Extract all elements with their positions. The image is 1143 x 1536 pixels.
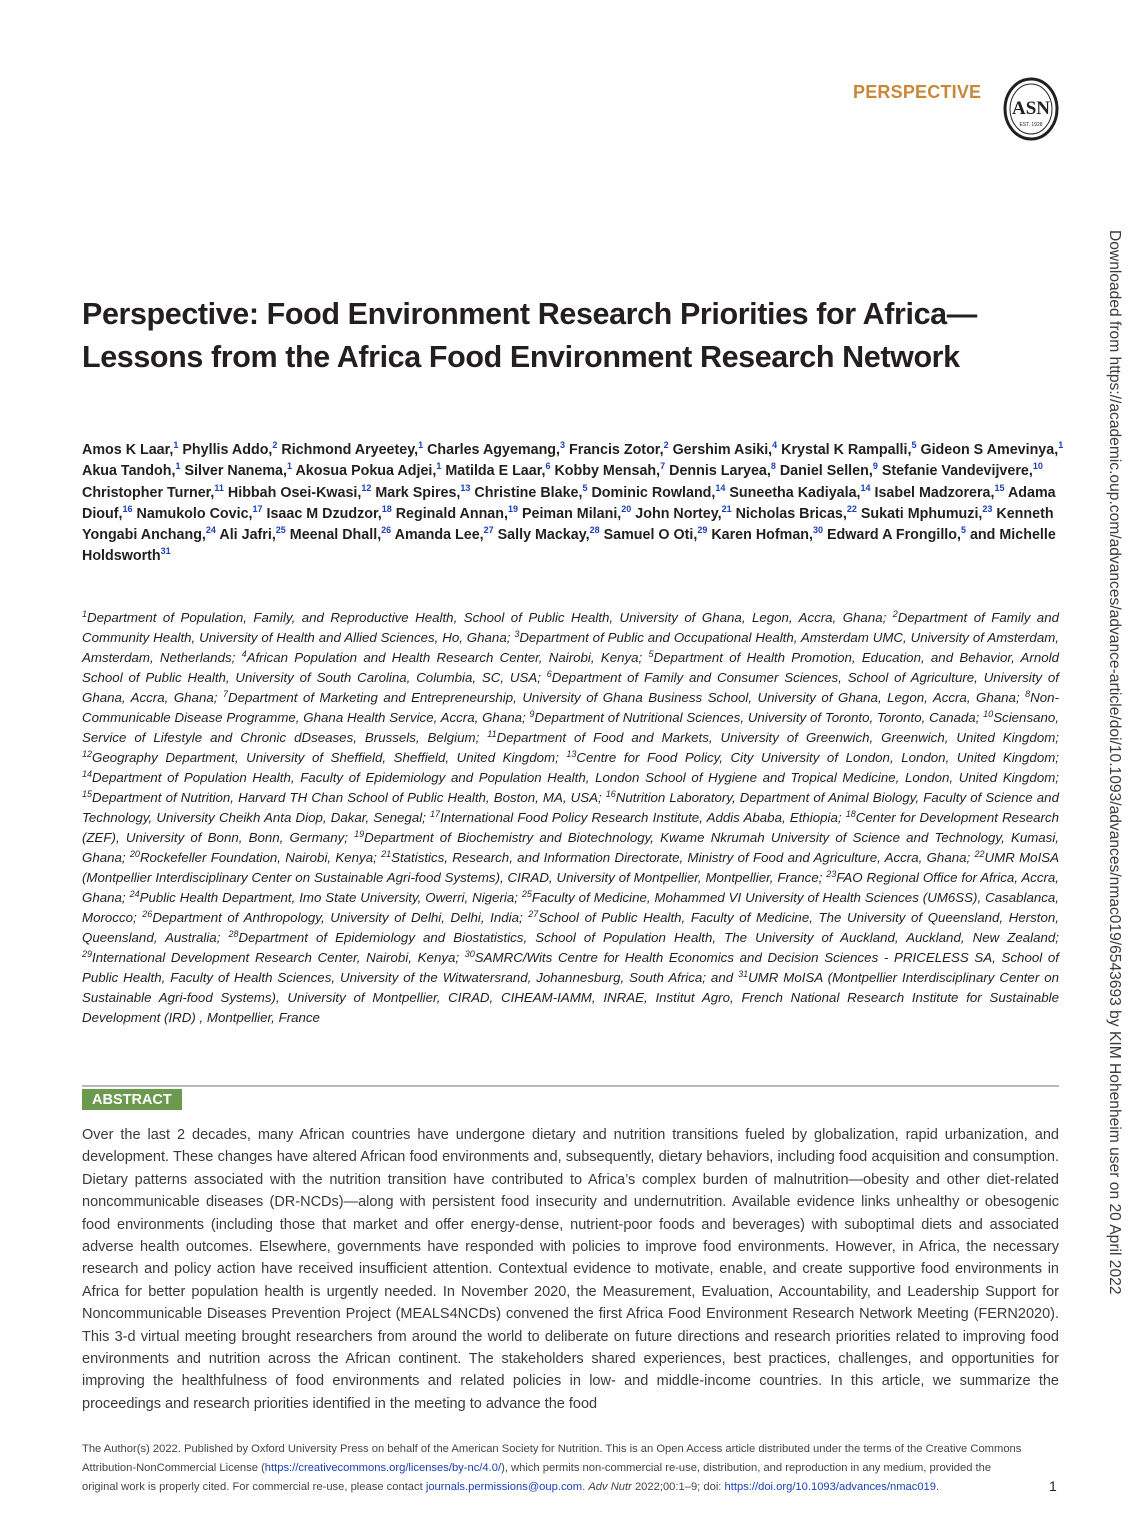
- author-name: Phyllis Addo,: [182, 442, 273, 458]
- author-name: John Nortey,: [635, 505, 722, 522]
- affiliation-number: 22: [974, 849, 985, 859]
- affiliation-ref[interactable]: 21: [721, 503, 732, 514]
- download-note: [1103, 230, 1123, 1330]
- article-title: Perspective: Food Environment Research Priorities for Africa—Lessons from the Africa Food Environment Research Network: [82, 297, 977, 374]
- affiliation-ref[interactable]: 1: [436, 461, 442, 472]
- affiliation-ref[interactable]: 19: [507, 503, 518, 514]
- author-name: Silver Nanema,: [184, 463, 287, 480]
- affiliation-ref[interactable]: 9: [872, 461, 878, 472]
- author-name: Samuel O Oti,: [603, 527, 698, 544]
- affiliation-text: Department of Biochemistry and Biotechnology, Kwame Nkrumah University of Science and Technology, Kumasi, Ghana;: [82, 830, 1059, 865]
- author-name: Amos K Laar,: [82, 442, 174, 458]
- affiliation-number: 8: [1025, 689, 1031, 699]
- affiliation-ref[interactable]: 5: [582, 482, 588, 493]
- affiliations: [82, 608, 1059, 1028]
- affiliation-number: 9: [529, 709, 535, 719]
- author-name: Edward A Frongillo,: [827, 527, 961, 544]
- author-name: Ali Jafri,: [219, 527, 276, 544]
- affiliation-ref[interactable]: 23: [982, 503, 993, 514]
- footer-line-3: [82, 1478, 1042, 1497]
- affiliation-number: 4: [241, 649, 247, 659]
- affiliation-number: 7: [222, 689, 228, 699]
- abstract-label: ABSTRACT: [82, 1089, 182, 1110]
- affiliation-text: Geography Department, University of Sheffield, Sheffield, United Kingdom;: [92, 750, 567, 765]
- affiliation-ref[interactable]: 15: [994, 482, 1005, 493]
- author-name: Richmond Aryeetey,: [281, 442, 419, 458]
- affiliation-number: 15: [82, 789, 93, 799]
- author-name: Christine Blake,: [474, 484, 583, 501]
- affiliation-number: 24: [129, 889, 140, 899]
- affiliation-text: Department of Marketing and Entrepreneurship, University of Ghana Business School, University of Ghana, Legon, Accra, Ghana;: [227, 690, 1026, 705]
- logo-text: ASN: [1011, 98, 1051, 119]
- footer-text: original work is properly cited. For commercial re-use, please contact: [82, 1481, 426, 1493]
- affiliation-text: Department of Population, Family, and Reproductive Health, School of Public Health, University of Ghana, Legon, Accra, Ghana;: [87, 610, 893, 625]
- author-name: Gideon S Amevinya,: [920, 442, 1059, 458]
- affiliation-ref[interactable]: 25: [275, 525, 286, 536]
- affiliation-ref[interactable]: 17: [252, 503, 263, 514]
- author-name: Kobby Mensah,: [554, 463, 661, 480]
- affiliation-ref[interactable]: 4: [772, 440, 778, 450]
- author-name: Meenal Dhall,: [289, 527, 382, 544]
- affiliation-text: Public Health Department, Imo State University, Owerri, Nigeria;: [139, 890, 522, 905]
- affiliation-text: Department of Anthropology, University of Delhi, Delhi, India;: [152, 910, 529, 925]
- affiliation-number: 14: [82, 769, 93, 779]
- doi-link[interactable]: https://doi.org/10.1093/advances/nmac019: [724, 1481, 936, 1493]
- affiliation-ref[interactable]: 18: [381, 503, 392, 514]
- author-name: Sally Mackay,: [497, 527, 590, 544]
- author-name: Isabel Madzorera,: [874, 484, 995, 501]
- affiliation-number: 1: [82, 609, 88, 619]
- affiliation-ref[interactable]: 10: [1032, 461, 1043, 472]
- affiliation-ref[interactable]: 1: [175, 461, 181, 472]
- author-name: and Michelle Holdsworth: [82, 527, 1056, 565]
- affiliation-text: Faculty of Medicine, Mohammed VI University of Health Sciences (UM6SS), Casablanca, Morocco;: [82, 890, 1060, 925]
- affiliation-ref[interactable]: 6: [545, 461, 551, 472]
- affiliation-text: Department of Family and Community Health, University of Health and Allied Sciences, Ho, Ghana;: [82, 610, 1059, 645]
- affiliation-text: FAO Regional Office for Africa, Accra, Ghana;: [82, 870, 1059, 905]
- author-name: Mark Spires,: [375, 484, 461, 501]
- author-name: Amanda Lee,: [394, 527, 484, 544]
- affiliation-ref[interactable]: 26: [381, 525, 392, 536]
- author-name: Matilda E Laar,: [445, 463, 546, 480]
- journal-name: Adv Nutr: [588, 1481, 632, 1493]
- author-name: Peiman Milani,: [521, 505, 622, 522]
- affiliation-text: Department of Population Health, Faculty of Epidemiology and Population Health, London School of Hygiene and Tropical Medicine, London, United Kingdom;: [92, 770, 1059, 785]
- author-name: Hibbah Osei-Kwasi,: [227, 484, 362, 501]
- affiliation-text: Department of Health Promotion, Education, and Behavior, Arnold School of Public Health, University of South Carolina, Columbia, SC, USA;: [82, 650, 1059, 685]
- affiliation-number: 23: [826, 869, 837, 879]
- author-name: Adama Diouf,: [82, 484, 1056, 522]
- affiliation-ref[interactable]: 5: [960, 525, 966, 536]
- affiliation-number: 30: [464, 949, 475, 959]
- email-link[interactable]: journals.permissions@oup.com: [425, 1481, 583, 1493]
- footer-line-1: The Author(s) 2022. Published by Oxford University Press on behalf of the American Society for Nutrition. This is an Open Access article distributed under the terms of the Creative Commons: [82, 1443, 1022, 1455]
- author-name: Gershim Asiki,: [672, 442, 773, 458]
- affiliation-ref[interactable]: 14: [860, 482, 871, 493]
- affiliation-number: 13: [566, 749, 577, 759]
- affiliation-ref[interactable]: 12: [361, 482, 372, 493]
- affiliation-text: Non-Communicable Disease Programme, Ghana Health Service, Accra, Ghana;: [82, 690, 1059, 725]
- author-name: Suneetha Kadiyala,: [729, 484, 861, 501]
- affiliation-ref[interactable]: 13: [460, 482, 471, 493]
- author-name: Reginald Annan,: [395, 505, 508, 522]
- affiliation-number: 20: [129, 849, 140, 859]
- affiliation-ref[interactable]: 1: [1058, 440, 1064, 450]
- logo-est: EST. 1928: [1019, 122, 1043, 128]
- affiliation-ref[interactable]: 20: [621, 503, 632, 514]
- affiliation-number: 18: [845, 809, 856, 819]
- affiliation-ref[interactable]: 31: [160, 546, 171, 557]
- author-name: Namukolo Covic,: [136, 505, 253, 522]
- citation-text: 2022;00:1–9; doi:: [631, 1481, 725, 1493]
- author-list: [82, 440, 1067, 568]
- affiliation-text: International Development Research Center, Nairobi, Kenya;: [92, 950, 465, 965]
- footer-text: Attribution-NonCommercial License (: [82, 1462, 265, 1474]
- affiliation-ref[interactable]: 28: [589, 525, 600, 536]
- abstract-divider: [82, 1085, 1059, 1087]
- affiliation-ref[interactable]: 24: [205, 525, 216, 536]
- affiliation-number: 26: [142, 909, 153, 919]
- affiliation-ref[interactable]: 22: [846, 503, 857, 514]
- footer-text: .: [582, 1481, 589, 1493]
- author-name: Stefanie Vandevijvere,: [881, 463, 1033, 480]
- author-name: Francis Zotor,: [569, 442, 664, 458]
- affiliation-number: 12: [82, 749, 93, 759]
- affiliation-number: 5: [648, 649, 654, 659]
- author-name: Charles Agyemang,: [427, 442, 561, 458]
- footer-text: .: [936, 1481, 940, 1493]
- affiliation-number: 27: [528, 909, 539, 919]
- affiliation-number: 31: [738, 969, 749, 979]
- author-name: Isaac M Dzudzor,: [266, 505, 382, 522]
- affiliation-number: 2: [892, 609, 898, 619]
- footer-line-2: [82, 1459, 1042, 1478]
- affiliation-text: African Population and Health Research Center, Nairobi, Kenya;: [246, 650, 649, 665]
- affiliation-text: Center for Development Research (ZEF), University of Bonn, Bonn, Germany;: [82, 810, 1059, 845]
- affiliation-number: 25: [521, 889, 532, 899]
- affiliation-text: Department of Nutritional Sciences, University of Toronto, Toronto, Canada;: [534, 710, 984, 725]
- affiliation-ref[interactable]: 2: [272, 440, 278, 450]
- author-name: Karen Hofman,: [711, 527, 814, 544]
- affiliation-text: Department of Family and Consumer Sciences, School of Agriculture, University of Ghana, Accra, Ghana;: [82, 670, 1059, 705]
- affiliation-ref[interactable]: 7: [660, 461, 666, 472]
- affiliation-text: School of Public Health, Faculty of Medicine, The University of Queensland, Herston, Queensland, Australia;: [82, 910, 1059, 945]
- author-name: Krystal K Rampalli,: [781, 442, 912, 458]
- affiliation-ref[interactable]: 27: [483, 525, 494, 536]
- affiliation-number: 21: [381, 849, 392, 859]
- affiliation-ref[interactable]: 2: [663, 440, 669, 450]
- affiliation-text: Department of Public and Occupational Health, Amsterdam UMC, University of Amsterdam, Amsterdam, Netherlands;: [82, 630, 1059, 665]
- affiliation-ref[interactable]: 16: [122, 503, 133, 514]
- affiliation-ref[interactable]: 30: [813, 525, 824, 536]
- author-name: Christopher Turner,: [82, 484, 215, 501]
- affiliation-ref[interactable]: 29: [697, 525, 708, 536]
- affiliation-text: International Food Policy Research Institute, Addis Ababa, Ethiopia;: [440, 810, 846, 825]
- affiliation-number: 28: [228, 929, 239, 939]
- affiliation-text: UMR MoISA (Montpellier Interdisciplinary Center on Sustainable Agri-food Systems), University of Montpellier, CIRAD, CIHEAM-IAMM, INRAE, Institut Agro, French National Research Institute for Sustainable Development (IRD) , Montpellier, France: [82, 970, 1059, 1025]
- section-tag: PERSPECTIVE: [853, 82, 982, 102]
- affiliation-number: 19: [354, 829, 365, 839]
- author-name: Dennis Laryea,: [669, 463, 771, 480]
- affiliation-text: Centre for Food Policy, City University of London, London, United Kingdom;: [576, 750, 1059, 765]
- affiliation-text: Department of Food and Markets, University of Greenwich, Greenwich, United Kingdom;: [496, 730, 1059, 745]
- affiliation-text: Nutrition Laboratory, Department of Animal Biology, Faculty of Science and Technology, University Cheikh Anta Diop, Dakar, Senegal;: [82, 790, 1059, 825]
- footer-license: [82, 1440, 1042, 1497]
- affiliation-ref[interactable]: 8: [770, 461, 776, 472]
- author-name: Akua Tandoh,: [82, 463, 176, 480]
- author-name: Dominic Rowland,: [591, 484, 716, 501]
- affiliation-ref[interactable]: 1: [173, 440, 179, 450]
- affiliation-number: 3: [514, 629, 520, 639]
- affiliation-text: Statistics, Research, and Information Directorate, Ministry of Food and Agriculture, Accra, Ghana;: [391, 850, 975, 865]
- abstract-text: Over the last 2 decades, many African countries have undergone dietary and nutrition transitions fueled by globalization, rapid urbanization, and development. These changes have altered African food environments and, subsequently, dietary behaviors, including food acquisition and consumption. Dietary patterns associated with the nutrition transition have contributed to Africa’s complex burden of malnutrition—obesity and other diet-related noncommunicable diseases (DR-NCDs)—along with persistent food insecurity and undernutrition. Available evidence links unhealthy or obesogenic food environments (including those that market and offer energy-dense, nutrient-poor foods and beverages) with suboptimal diets and associated adverse health outcomes. Elsewhere, governments have responded with policies to improve food environments. However, in Africa, the necessary research and policy action have received insufficient attention. Contextual evidence to motivate, enable, and create supportive food environments in Africa for better population health is urgently needed. In November 2020, the Measurement, Evaluation, Accountability, and Leadership Support for Noncommunicable Diseases Prevention Project (MEALS4NCDs) convened the first Africa Food Environment Research Network Meeting (FERN2020). This 3-d virtual meeting brought researchers from around the world to deliberate on future directions and research priorities related to improving food environments and nutrition across the African continent. The stakeholders shared experiences, best practices, challenges, and opportunities for improving the healthfulness of food environments and related policies in low- and middle-income countries. In this article, we summarize the proceedings and research priorities identified in the meeting to advance the food: [82, 1127, 1059, 1412]
- page-number: 1: [1049, 1478, 1057, 1494]
- affiliation-ref[interactable]: 5: [911, 440, 917, 450]
- affiliation-ref[interactable]: 14: [715, 482, 726, 493]
- affiliation-text: SAMRC/Wits Centre for Health Economics and Decision Sciences - PRICELESS SA, School of Public Health, Faculty of Health Sciences, University of the Witwatersrand, Johannesburg, South Africa; and: [82, 950, 1059, 985]
- affiliation-ref[interactable]: 1: [286, 461, 292, 472]
- download-note-text: Downloaded from https://academic.oup.com/advances/advance-article/doi/10.1093/advances/nmac019/6543693 by KIM Hohenheim user on 20 April 2022: [1106, 230, 1123, 1295]
- affiliation-ref[interactable]: 11: [214, 482, 224, 493]
- author-name: Nicholas Bricas,: [735, 505, 847, 522]
- asn-logo: [1001, 76, 1061, 142]
- author-name: Kenneth Yongabi Anchang,: [82, 505, 1054, 544]
- affiliation-text: Department of Epidemiology and Biostatistics, School of Population Health, The University of Auckland, Auckland, New Zealand;: [238, 930, 1059, 945]
- affiliation-number: 29: [82, 949, 93, 959]
- author-name: Akosua Pokua Adjei,: [295, 463, 437, 480]
- affiliation-number: 11: [487, 729, 497, 739]
- author-name: Daniel Sellen,: [779, 463, 873, 480]
- affiliation-ref[interactable]: 3: [560, 440, 566, 450]
- affiliation-text: Sciensano, Service of Lifestyle and Chronic dDseases, Brussels, Belgium;: [82, 710, 1059, 745]
- affiliation-number: 10: [983, 709, 994, 719]
- affiliation-number: 17: [430, 809, 441, 819]
- license-link[interactable]: https://creativecommons.org/licenses/by-nc/4.0/: [264, 1462, 502, 1474]
- footer-text: ), which permits non-commercial re-use, distribution, and reproduction in any medium, provided the: [501, 1462, 992, 1474]
- affiliation-text: Rockefeller Foundation, Nairobi, Kenya;: [139, 850, 382, 865]
- affiliation-number: 6: [546, 669, 552, 679]
- affiliation-number: 16: [605, 789, 616, 799]
- affiliation-text: UMR MoISA (Montpellier Interdisciplinary Center on Sustainable Agri-food Systems), CIRAD, University of Montpellier, Montpellier, France;: [82, 850, 1060, 885]
- affiliation-text: Department of Nutrition, Harvard TH Chan School of Public Health, Boston, MA, USA;: [92, 790, 606, 805]
- author-name: Sukati Mphumuzi,: [860, 505, 983, 522]
- affiliation-ref[interactable]: 1: [418, 440, 424, 450]
